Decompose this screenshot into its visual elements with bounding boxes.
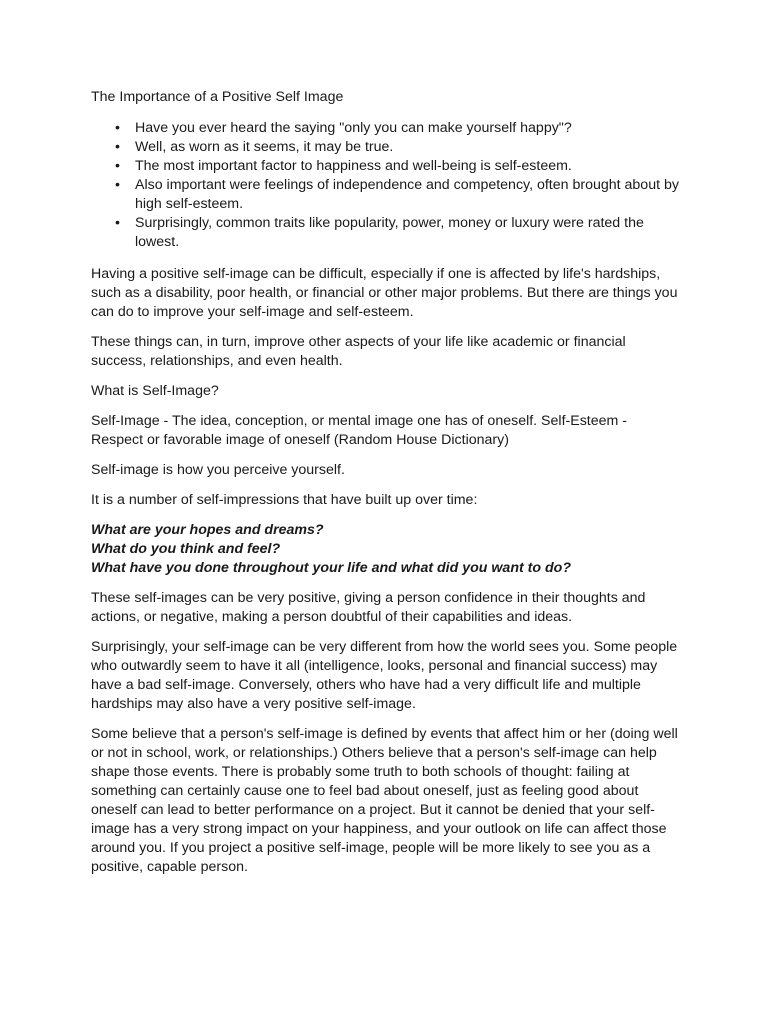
bullet-dot-icon: • (115, 177, 120, 193)
bullet-item (91, 119, 681, 138)
paragraph-world-sees: Surprisingly, your self-image can be very different from how the world sees you. Some people who outwardly seem to have it all (intelligence, looks, personal and financial success) may have a bad self-image. Conversely, others who have had a very difficult life and multiple hardships may also have a very positive self-image. (91, 639, 678, 712)
question-item: What do you think and feel? (91, 541, 281, 557)
section-heading-what-is-self-image: What is Self-Image? (91, 383, 219, 399)
paragraph-definitions: Self-Image - The idea, conception, or mental image one has of oneself. Self-Esteem - Respect or favorable image of oneself (Random House Dictionary) (91, 413, 627, 448)
bullet-text: Surprisingly, common traits like popularity, power, money or luxury were rated the lowest. (135, 215, 644, 250)
bullet-item (91, 138, 681, 157)
bullet-item (91, 214, 681, 252)
bullet-dot-icon: • (115, 120, 120, 136)
question-item: What are your hopes and dreams? (91, 522, 324, 538)
paragraph-self-impressions: It is a number of self-impressions that have built up over time: (91, 492, 478, 508)
bullet-dot-icon: • (115, 215, 120, 231)
paragraph-hardships: Having a positive self-image can be difficult, especially if one is affected by life's hardships, such as a disability, poor health, or financial or other major problems. But there are things you can do to improve your self-image and self-esteem. (91, 266, 678, 320)
bullet-dot-icon: • (115, 158, 120, 174)
bullet-item (91, 176, 681, 214)
document-title: The Importance of a Positive Self Image (91, 89, 344, 105)
bullet-text: Have you ever heard the saying "only you can make yourself happy"? (135, 120, 572, 136)
bullet-dot-icon: • (115, 139, 120, 155)
paragraph-events: Some believe that a person's self-image is defined by events that affect him or her (doing well or not in school, work, or relationships.) Others believe that a person's self-image can help shape those events. There is probably some truth to both schools of thought: failing at something can certainly cause one to feel bad about oneself, just as feeling good about oneself can lead to better performance on a project. But it cannot be denied that your self-image has a very strong impact on your happiness, and your outlook on life can affect those around you. If you project a positive self-image, people will be more likely to see you as a positive, capable person. (91, 726, 678, 875)
question-item: What have you done throughout your life and what did you want to do? (91, 560, 571, 576)
question-list (91, 521, 681, 578)
bullet-text: Well, as worn as it seems, it may be true. (135, 139, 394, 155)
paragraph-perceive: Self-image is how you perceive yourself. (91, 462, 345, 478)
document-page (91, 88, 681, 888)
bullet-item (91, 157, 681, 176)
bullet-text: The most important factor to happiness and well-being is self-esteem. (135, 158, 572, 174)
bullet-text: Also important were feelings of independence and competency, often brought about by high self-esteem. (135, 177, 679, 212)
paragraph-improve: These things can, in turn, improve other aspects of your life like academic or financial success, relationships, and even health. (91, 334, 626, 369)
bullet-list (91, 119, 681, 252)
paragraph-positive-negative: These self-images can be very positive, giving a person confidence in their thoughts and actions, or negative, making a person doubtful of their capabilities and ideas. (91, 590, 646, 625)
